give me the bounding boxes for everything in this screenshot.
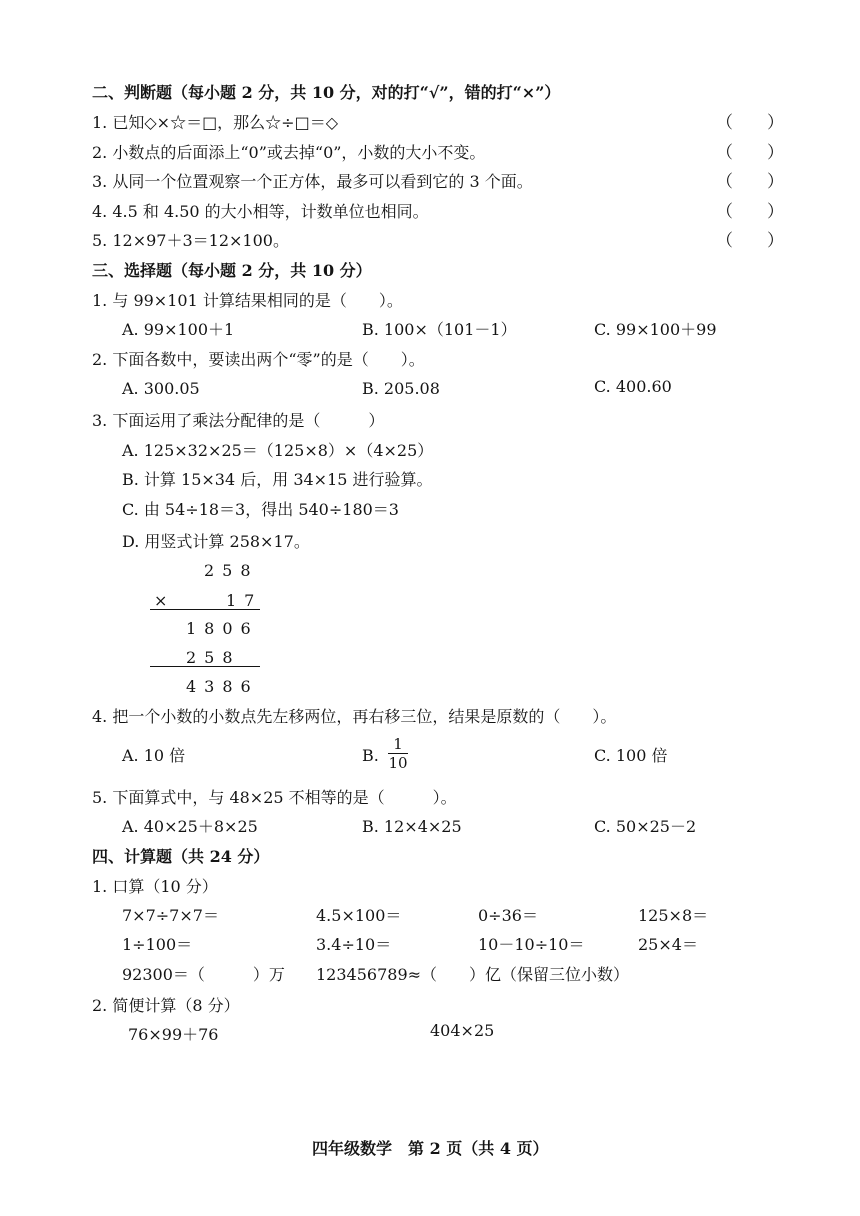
oral-calc-4[interactable]: 125×8＝: [638, 906, 709, 925]
oral-calc-title: 1. 口算（10 分）: [92, 877, 218, 896]
choice-q3-option-c[interactable]: C. 由 54÷18＝3，得出 540÷180＝3: [122, 500, 399, 519]
simple-calc-2[interactable]: 404×25: [430, 1021, 495, 1040]
choice-q1-option-a[interactable]: A. 99×100＋1: [122, 320, 235, 339]
judge-answer-5[interactable]: （ ）: [716, 231, 784, 251]
choice-q4-option-b-label[interactable]: B.: [362, 746, 379, 765]
vertical-row-multiplicand: 258: [204, 561, 259, 580]
section-4-title: 四、计算题（共 24 分）: [92, 847, 270, 866]
simple-calc-1[interactable]: 76×99＋76: [128, 1025, 219, 1044]
vertical-row-multiplier: 17: [226, 591, 263, 610]
section-3-title: 三、选择题（每小题 2 分，共 10 分）: [92, 261, 372, 280]
choice-q1-option-c[interactable]: C. 99×100＋99: [594, 320, 717, 339]
fraction-denominator: 10: [388, 754, 408, 772]
vertical-rule-1: [150, 609, 260, 610]
choice-q2-option-c[interactable]: C. 400.60: [594, 377, 672, 396]
oral-calc-1[interactable]: 7×7÷7×7＝: [122, 906, 219, 925]
choice-q2-option-a[interactable]: A. 300.05: [122, 379, 200, 398]
simple-calc-title: 2. 简便计算（8 分）: [92, 996, 240, 1015]
page-footer: 四年级数学 第 2 页（共 4 页）: [312, 1139, 549, 1158]
oral-calc-3[interactable]: 0÷36＝: [478, 906, 538, 925]
vertical-times-sign: ×: [154, 591, 168, 610]
judge-item-1: 1. 已知◇×☆＝□，那么☆÷□＝◇: [92, 113, 339, 132]
choice-q3-option-d[interactable]: D. 用竖式计算 258×17。: [122, 532, 310, 551]
choice-q4-stem: 4. 把一个小数的小数点先左移两位，再右移三位，结果是原数的（ ）。: [92, 707, 617, 726]
choice-q5-option-a[interactable]: A. 40×25＋8×25: [122, 817, 258, 836]
oral-calc-9[interactable]: 92300＝（ ）万: [122, 965, 285, 984]
judge-answer-3[interactable]: （ ）: [716, 172, 784, 192]
judge-answer-4[interactable]: （ ）: [716, 202, 784, 222]
choice-q1-option-b[interactable]: B. 100×（101－1）: [362, 320, 517, 339]
oral-calc-8[interactable]: 25×4＝: [638, 935, 698, 954]
choice-q5-option-b[interactable]: B. 12×4×25: [362, 817, 462, 836]
choice-q3-stem: 3. 下面运用了乘法分配律的是（ ）: [92, 411, 385, 430]
choice-q3-option-a[interactable]: A. 125×32×25＝（125×8）×（4×25）: [122, 441, 434, 460]
vertical-row-result: 4386: [186, 677, 259, 696]
judge-answer-1[interactable]: （ ）: [716, 113, 784, 133]
section-2-title: 二、判断题（每小题 2 分，共 10 分，对的打“√”，错的打“×”）: [92, 83, 561, 102]
oral-calc-10[interactable]: 123456789≈（ ）亿（保留三位小数）: [316, 965, 630, 984]
judge-item-3: 3. 从同一个位置观察一个正方体，最多可以看到它的 3 个面。: [92, 172, 533, 191]
choice-q5-stem: 5. 下面算式中，与 48×25 不相等的是（ ）。: [92, 788, 457, 807]
judge-item-5: 5. 12×97＋3＝12×100。: [92, 231, 289, 250]
oral-calc-5[interactable]: 1÷100＝: [122, 935, 193, 954]
vertical-rule-2: [150, 666, 260, 667]
choice-q5-option-c[interactable]: C. 50×25－2: [594, 817, 697, 836]
oral-calc-6[interactable]: 3.4÷10＝: [316, 935, 392, 954]
oral-calc-7[interactable]: 10－10÷10＝: [478, 935, 585, 954]
choice-q3-option-b[interactable]: B. 计算 15×34 后，用 34×15 进行验算。: [122, 470, 433, 489]
choice-q1-stem: 1. 与 99×101 计算结果相同的是（ ）。: [92, 291, 403, 310]
fraction-numerator: 1: [393, 735, 403, 753]
choice-q2-stem: 2. 下面各数中，要读出两个“零”的是（ ）。: [92, 350, 425, 369]
judge-answer-2[interactable]: （ ）: [716, 143, 784, 163]
choice-q2-option-b[interactable]: B. 205.08: [362, 379, 440, 398]
choice-q4-option-b-fraction[interactable]: [388, 736, 408, 771]
vertical-row-partial-2: 258: [186, 648, 241, 667]
judge-item-2: 2. 小数点的后面添上“0”或去掉“0”，小数的大小不变。: [92, 143, 486, 162]
oral-calc-2[interactable]: 4.5×100＝: [316, 906, 402, 925]
choice-q4-option-a[interactable]: A. 10 倍: [122, 746, 186, 765]
judge-item-4: 4. 4.5 和 4.50 的大小相等，计数单位也相同。: [92, 202, 429, 221]
choice-q4-option-c[interactable]: C. 100 倍: [594, 746, 668, 765]
vertical-row-partial-1: 1806: [186, 619, 259, 638]
